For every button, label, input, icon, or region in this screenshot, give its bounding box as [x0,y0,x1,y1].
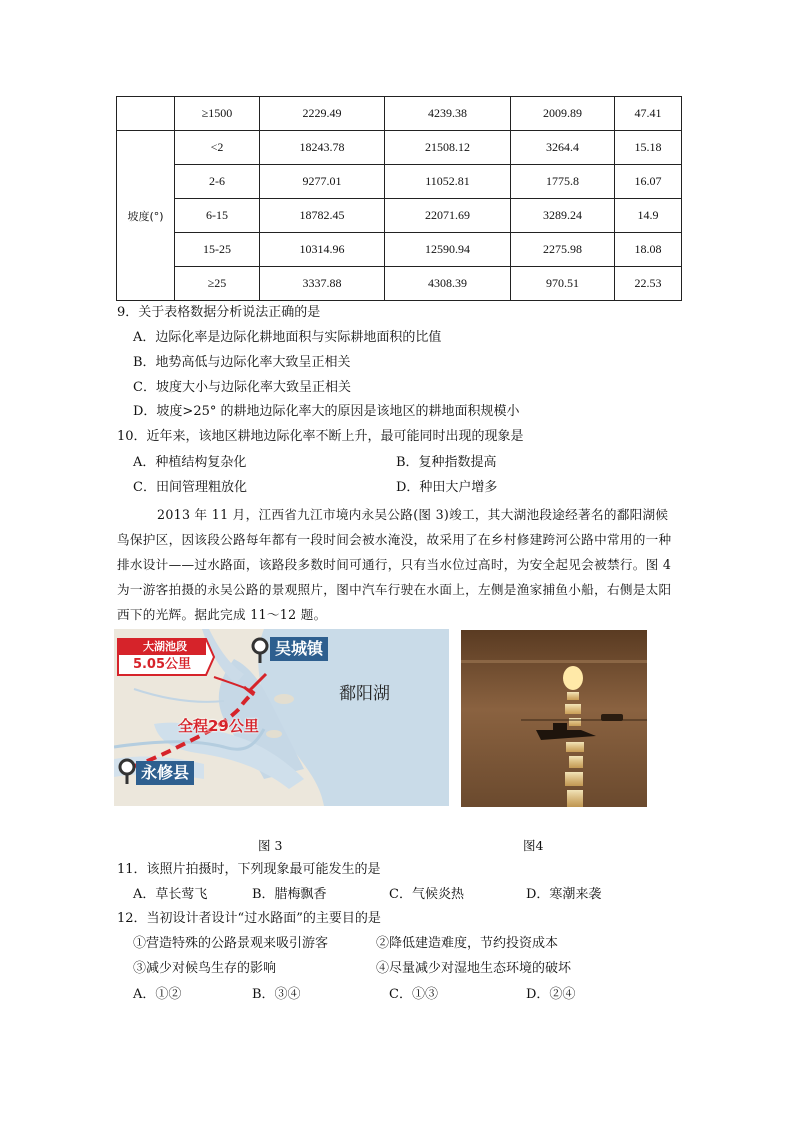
table-cell: 2229.49 [260,97,385,131]
map-total-label: 全程29公里 [178,717,259,735]
photo-graphic [461,630,647,807]
question-12-option-d: D．②④ [526,987,576,1002]
table-cell: 18782.45 [260,199,385,233]
reading-passage: 2013 年 11 月，江西省九江市境内永吴公路(图 3)竣工，其大湖池段途经著名的鄱阳湖候鸟保护区，因该段公路每年都有一段时间会被水淹没，故采用了在乡村修建跨河公路中常用的一种排水设计——过水路面，该路段多数时间可通行，只有当水位过高时，为安全起见会被禁行。图 4 为一游客拍摄的永吴公路的景观照片，图中汽车行驶在水面上，左侧是渔家捕鱼小船，右侧是太阳西下的光辉。据此完成 11～12 题。 [117,507,672,622]
table-cell: 2-6 [175,165,260,199]
table-cell: ≥1500 [175,97,260,131]
table-row [117,199,682,233]
question-11-option-b: B．腊梅飘香 [252,887,327,902]
question-12-stem: 12．当初设计者设计“过水路面”的主要目的是 [117,911,381,926]
map-town-label: 吴城镇 [270,637,328,661]
question-11-option-c: C．气候炎热 [389,887,464,902]
table-cell: 2009.89 [511,97,615,131]
map-segment-label: 大湖池段 [143,640,187,653]
table-group-label: 坡度(°) [117,131,175,301]
table-cell: 4308.39 [385,267,511,301]
table-cell: 9277.01 [260,165,385,199]
question-12-statement-1: ①营造特殊的公路景观来吸引游客 [133,936,329,951]
table-cell: 47.41 [615,97,682,131]
sunset-photo [461,630,647,807]
map-county-label: 永修县 [136,761,194,785]
map-segment-length: 5.05公里 [132,657,192,672]
table-cell: 15-25 [175,233,260,267]
table-cell: 22.53 [615,267,682,301]
question-9-stem: 9．关于表格数据分析说法正确的是 [117,305,321,320]
table-cell: 2275.98 [511,233,615,267]
map-lake-label: 鄱阳湖 [339,684,390,704]
table-cell: 10314.96 [260,233,385,267]
question-12-option-b: B．③④ [252,987,301,1002]
table-cell: 4239.38 [385,97,511,131]
table-cell: 16.07 [615,165,682,199]
question-11-stem: 11．该照片拍摄时，下列现象最可能发生的是 [117,862,381,877]
table-cell: <2 [175,131,260,165]
table-cell: 970.51 [511,267,615,301]
question-11-option-a: A．草长莺飞 [133,887,208,902]
question-12-statement-4: ④尽量减少对湿地生态环境的破坏 [376,961,572,976]
table-cell: 21508.12 [385,131,511,165]
question-10-option-d: D．种田大户增多 [396,480,498,495]
question-10-option-a: A．种植结构复杂化 [133,455,247,470]
figure-4-caption: 图4 [523,838,544,853]
table-row [117,97,682,131]
figure-3-caption: 图 3 [258,838,283,853]
question-9-option-b: B．地势高低与边际化率大致呈正相关 [133,355,351,370]
question-9-option-a: A．边际化率是边际化耕地面积与实际耕地面积的比值 [133,330,442,345]
table-cell: 22071.69 [385,199,511,233]
table-row [117,165,682,199]
question-10-option-c: C．田间管理粗放化 [133,480,247,495]
question-10-option-b: B．复种指数提高 [396,455,497,470]
table-row [117,131,682,165]
question-12-statement-2: ②降低建造难度，节约投资成本 [376,936,559,951]
data-table [116,96,682,301]
table-cell [117,97,175,131]
question-10-stem: 10．近年来，该地区耕地边际化率不断上升，最可能同时出现的现象是 [117,429,524,444]
table-cell: 18243.78 [260,131,385,165]
table-cell: 12590.94 [385,233,511,267]
table-cell: 3337.88 [260,267,385,301]
table-row [117,267,682,301]
table-cell: 11052.81 [385,165,511,199]
table-cell: ≥25 [175,267,260,301]
question-9-option-d: D．坡度>25° 的耕地边际化率大的原因是该地区的耕地面积规模小 [133,404,520,419]
question-9-option-c: C．坡度大小与边际化率大致呈正相关 [133,380,351,395]
question-12-statement-3: ③减少对候鸟生存的影响 [133,961,277,976]
route-map [114,629,449,806]
table-cell: 14.9 [615,199,682,233]
question-12-option-c: C．①③ [389,987,438,1002]
question-12-option-a: A．①② [133,987,182,1002]
question-11-option-d: D．寒潮来袭 [526,887,602,902]
table-row [117,233,682,267]
table-cell: 6-15 [175,199,260,233]
table-cell: 15.18 [615,131,682,165]
table-cell: 18.08 [615,233,682,267]
table-cell: 3289.24 [511,199,615,233]
table-cell: 1775.8 [511,165,615,199]
table-cell: 3264.4 [511,131,615,165]
